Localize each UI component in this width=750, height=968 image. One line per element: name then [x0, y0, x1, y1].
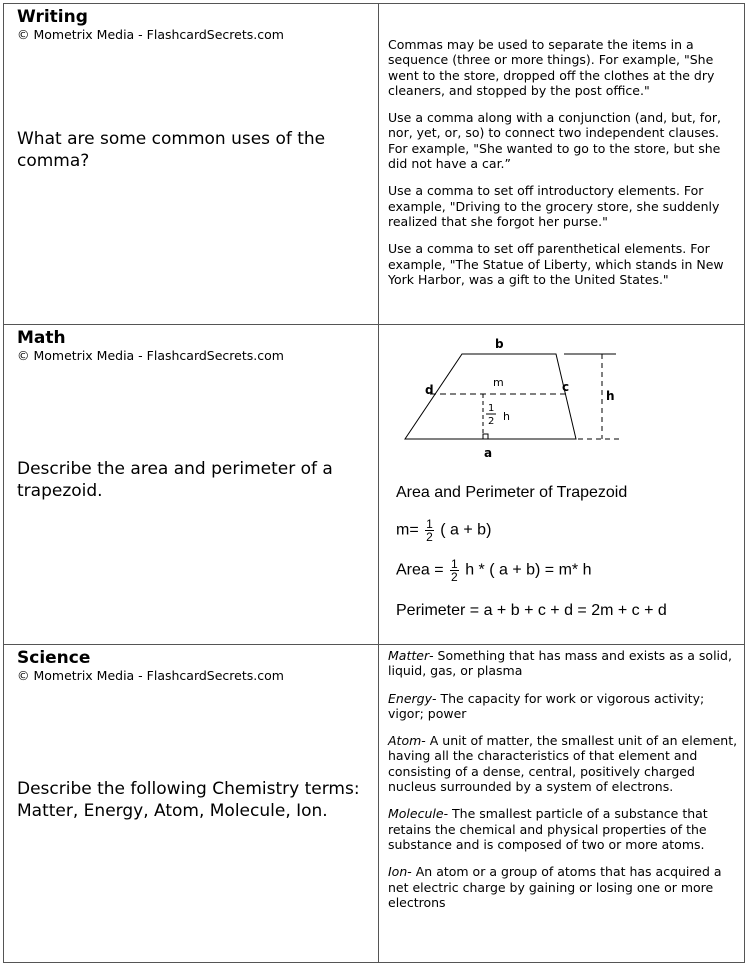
fraction	[450, 558, 459, 583]
definition	[388, 691, 740, 722]
answer-paragraph: Use a comma to set off parenthetical elements. For example, "The Statue of Liberty, which stands in New York Harbor, was a gift to the United States."	[388, 241, 724, 287]
trapezoid-diagram	[384, 330, 654, 460]
formula-m	[396, 518, 491, 543]
definition-text: - The capacity for work or vigorous activity; vigor; power	[388, 690, 705, 721]
card-category: Science	[17, 648, 91, 668]
card-question: Describe the following Chemistry terms: Matter, Energy, Atom, Molecule, Ion.	[17, 779, 360, 821]
fraction	[425, 518, 434, 543]
answer-paragraph: Commas may be used to separate the items in a sequence (three or more things). For example, "She went to the store, dropped off the clothes at the dry cleaners, and stopped by the post office."	[388, 37, 715, 98]
formula-area-rhs: h * ( a + b) = m* h	[465, 561, 592, 579]
card-copyright: © Mometrix Media - FlashcardSecrets.com	[17, 27, 284, 42]
label-a: a	[484, 446, 493, 460]
definition-term: Molecule	[388, 806, 444, 822]
flashcard-sheet	[3, 3, 745, 963]
answer-paragraph: Use a comma along with a conjunction (and, but, for, nor, yet, or, so) to connect two independent clauses. For example, "She wanted to go to the store, but she did not have a car.”	[388, 110, 721, 172]
card-question: Describe the area and perimeter of a trapezoid.	[17, 459, 333, 501]
fraction-numerator: 1	[451, 557, 458, 571]
card-copyright: © Mometrix Media - FlashcardSecrets.com	[17, 348, 284, 363]
card-category: Writing	[17, 7, 88, 27]
formula-area-lhs: Area =	[396, 561, 444, 579]
formula-title: Area and Perimeter of Trapezoid	[396, 484, 628, 501]
definition-term: Energy	[388, 690, 432, 706]
definition	[388, 806, 740, 852]
definition-text: - Something that has mass and exists as a solid, liquid, gas, or plasma	[388, 648, 732, 679]
definition-text: - The smallest particle of a substance that retains the chemical and physical properties of the substance and is composed of two or more atoms.	[388, 806, 708, 852]
label-m: m	[493, 376, 504, 389]
label-half-den: 2	[488, 416, 495, 427]
definition	[388, 648, 740, 679]
fraction-denominator: 2	[451, 570, 458, 584]
formula-perimeter: Perimeter = a + b + c + d = 2m + c + d	[396, 602, 667, 619]
formula-m-lhs: m=	[396, 521, 419, 539]
definition-term: Matter	[388, 648, 430, 663]
label-half-h: h	[503, 410, 510, 423]
definition	[388, 864, 740, 910]
definition-term: Ion	[388, 864, 408, 880]
fraction-denominator: 2	[426, 530, 433, 544]
label-c: c	[562, 380, 570, 394]
card-copyright: © Mometrix Media - FlashcardSecrets.com	[17, 668, 284, 683]
definition-text: - An atom or a group of atoms that has acquired a net electric charge by gaining or losing one or more electrons	[388, 864, 722, 910]
card-answer	[388, 648, 740, 922]
formula-area	[396, 558, 591, 583]
card-category: Math	[17, 328, 66, 348]
card-answer	[388, 37, 740, 299]
definition-term: Atom	[388, 733, 422, 749]
label-b: b	[495, 337, 504, 351]
formula-m-rhs: ( a + b)	[440, 521, 492, 539]
card-writing	[4, 4, 744, 324]
card-question: What are some common uses of the comma?	[17, 129, 326, 171]
label-d: d	[425, 383, 434, 397]
definition	[388, 733, 740, 794]
fraction-numerator: 1	[426, 517, 433, 531]
answer-paragraph: Use a comma to set off introductory elements. For example, "Driving to the grocery store, she suddenly realized that she forgot her purse."	[388, 183, 720, 229]
label-half-num: 1	[488, 403, 495, 414]
label-h: h	[606, 389, 615, 403]
definition-text: - A unit of matter, the smallest unit of an element, having all the characteristics of that element and consisting of a dense, central, positively charged nucleus surrounded by a system of electrons.	[388, 733, 738, 795]
card-science	[4, 644, 744, 964]
card-math	[4, 324, 744, 644]
